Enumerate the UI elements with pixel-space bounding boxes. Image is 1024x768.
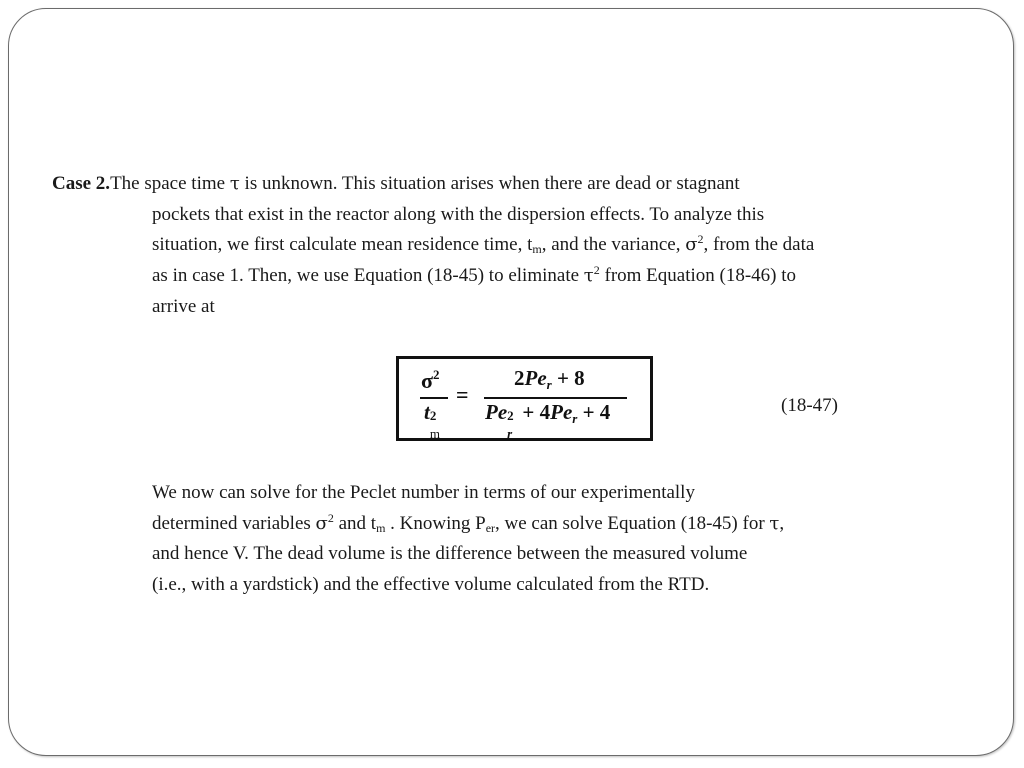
- equation-number: (18-47): [781, 395, 838, 416]
- text-span: and t: [333, 513, 377, 534]
- text-span: from Equation (18-46) to: [599, 265, 797, 286]
- text-span: ,: [779, 513, 785, 534]
- text-span: , we can solve Equation (18-45) for: [495, 513, 770, 534]
- case2-label: Case 2.: [52, 173, 111, 194]
- superscript: 2: [697, 232, 704, 246]
- text-span: + 4: [517, 400, 551, 424]
- text-span: The space time: [110, 173, 230, 194]
- text-span: σ: [421, 368, 433, 393]
- para2-line-3: and hence V. The dead volume is the difference between the measured volume: [152, 543, 748, 564]
- text-span: Pe: [485, 400, 508, 424]
- text-span: is unknown. This situation arises when there are dead or stagnant: [239, 173, 740, 194]
- eq-rhs-fraction-bar: [484, 397, 627, 399]
- text-span: determined variables: [152, 513, 316, 534]
- sigma-symbol: σ: [685, 234, 698, 255]
- tau-symbol: τ: [769, 513, 780, 534]
- eq-equals-sign: =: [456, 382, 469, 407]
- tau-symbol: τ: [229, 173, 240, 194]
- text-span: Pe: [524, 366, 547, 390]
- text-span: situation, we first calculate mean residence time, t: [152, 234, 533, 255]
- text-span: , and the variance,: [541, 234, 686, 255]
- text-span: Pe: [550, 400, 573, 424]
- text-span: , from the data: [703, 234, 815, 255]
- subscript: m: [376, 521, 386, 535]
- tau-symbol: τ: [583, 265, 594, 286]
- eq-lhs-numerator: [421, 367, 440, 393]
- eq-lhs-fraction-bar: [420, 397, 448, 399]
- case2-line-2: pockets that exist in the reactor along with the dispersion effects. To analyze this: [152, 204, 765, 225]
- superscript: 2: [507, 408, 514, 423]
- subscript: r: [572, 411, 578, 426]
- eq-lhs-denominator: [424, 400, 442, 441]
- superscript: 2: [327, 511, 334, 525]
- eq-rhs-denominator: [485, 400, 611, 441]
- case2-line-5: arrive at: [152, 296, 215, 317]
- case2-line-4: [152, 263, 797, 286]
- superscript: 2: [593, 263, 600, 277]
- subscript: r: [507, 426, 513, 441]
- text-span: + 8: [551, 366, 585, 390]
- subscript: er: [485, 521, 496, 535]
- eq-rhs-numerator: [514, 366, 585, 392]
- sigma-symbol: σ: [315, 513, 328, 534]
- text-span: as in case 1. Then, we use Equation (18-45) to eliminate: [152, 265, 584, 286]
- text-span: 2: [514, 366, 525, 390]
- text-span: + 4: [577, 400, 611, 424]
- para2-line-2: [152, 511, 785, 535]
- para2-line-4: (i.e., with a yardstick) and the effective volume calculated from the RTD.: [152, 574, 710, 595]
- superscript: 2: [429, 408, 437, 423]
- superscript: 2: [432, 367, 440, 382]
- subscript: m: [532, 242, 542, 256]
- case2-line-3: [152, 232, 815, 256]
- subscript: m: [429, 426, 440, 441]
- text-span: t: [424, 400, 430, 424]
- case2-line-1: [52, 174, 740, 193]
- para2-line-1: We now can solve for the Peclet number in terms of our experimentally: [152, 482, 695, 503]
- subscript: r: [546, 377, 552, 392]
- text-span: . Knowing P: [385, 513, 486, 534]
